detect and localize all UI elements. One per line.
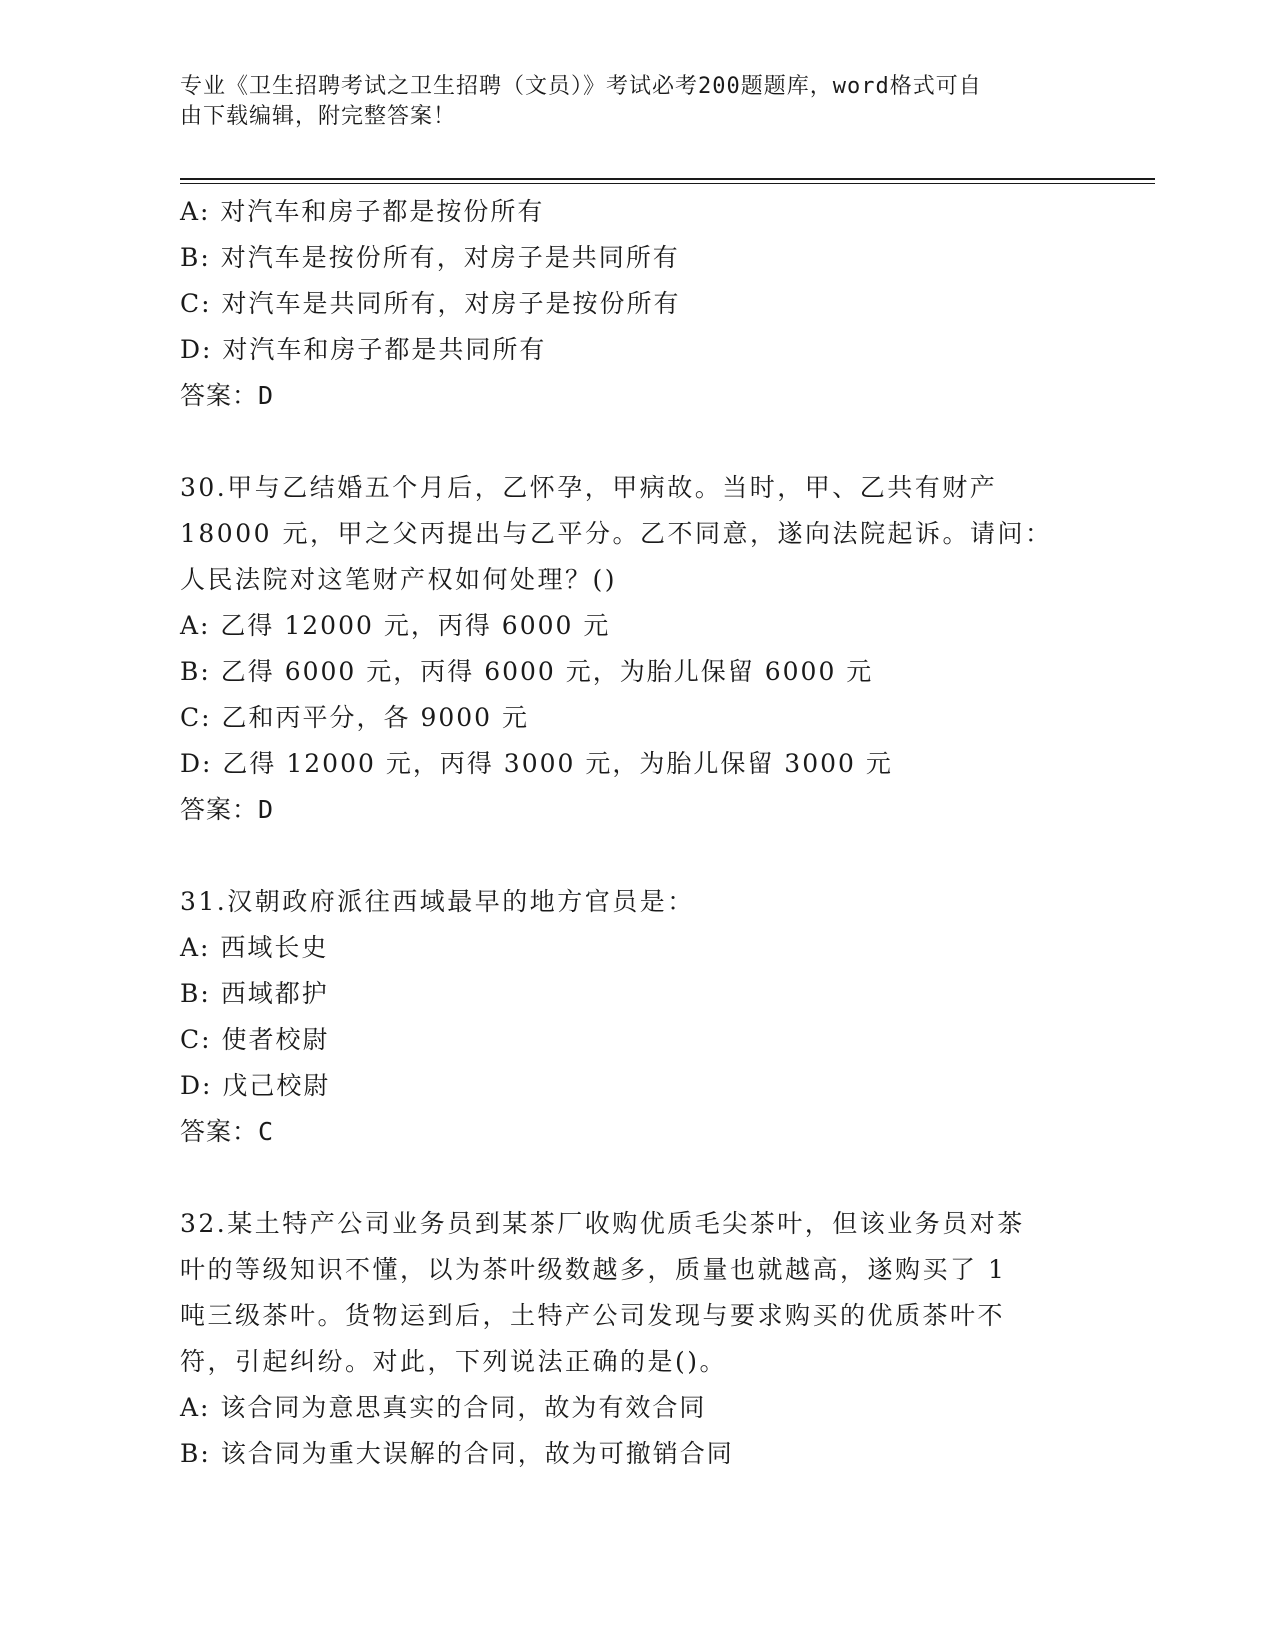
option-c: C: 对汽车是共同所有，对房子是按份所有: [180, 289, 681, 318]
option-a: A: 该合同为意思真实的合同，故为有效合同: [180, 1393, 707, 1422]
option-d: D: 戊己校尉: [180, 1071, 331, 1100]
question-text: [180, 465, 1080, 603]
header-divider-thin: [180, 183, 1155, 184]
option-a: A: 西域长史: [180, 933, 329, 962]
question-29-continued: [180, 189, 1080, 419]
answer-line: 答案：D: [180, 795, 275, 824]
option-d: D: 对汽车和房子都是共同所有: [180, 335, 547, 364]
option-a: A: 对汽车和房子都是按份所有: [180, 197, 545, 226]
question-text-line: 31.汉朝政府派往西域最早的地方官员是：: [180, 887, 695, 916]
question-list: [180, 189, 1080, 1477]
option-c: C: 使者校尉: [180, 1025, 330, 1054]
answer-line: 答案：D: [180, 381, 275, 410]
spacer: [180, 1155, 1080, 1201]
spacer: [180, 419, 1080, 465]
header-line-1: 专业《卫生招聘考试之卫生招聘（文员）》考试必考200题题库，word格式可自: [180, 74, 982, 99]
option-a: A: 乙得 12000 元，丙得 6000 元: [180, 611, 611, 640]
question-text-line: 叶的等级知识不懂，以为茶叶级数越多，质量也就越高，遂购买了 1: [180, 1255, 1007, 1284]
question-31: [180, 879, 1080, 1155]
question-text-line: 32.某土特产公司业务员到某茶厂收购优质毛尖茶叶，但该业务员对茶: [180, 1209, 1025, 1238]
question-text: [180, 1201, 1080, 1385]
question-text-line: 人民法院对这笔财产权如何处理？(): [180, 565, 618, 594]
question-text-line: 符，引起纠纷。对此，下列说法正确的是()。: [180, 1347, 728, 1376]
header-line-2: 由下载编辑，附完整答案！: [180, 104, 457, 129]
question-32: [180, 1201, 1080, 1477]
answer-line: 答案：C: [180, 1117, 275, 1146]
question-text-line: 吨三级茶叶。货物运到后，土特产公司发现与要求购买的优质茶叶不: [180, 1301, 1006, 1330]
option-d: D: 乙得 12000 元，丙得 3000 元，为胎儿保留 3000 元: [180, 749, 893, 778]
spacer: [180, 833, 1080, 879]
question-30: [180, 465, 1080, 833]
option-c: C: 乙和丙平分，各 9000 元: [180, 703, 530, 732]
question-text-line: 18000 元，甲之父丙提出与乙平分。乙不同意，遂向法院起诉。请问：: [180, 519, 1053, 548]
option-b: B: 乙得 6000 元，丙得 6000 元，为胎儿保留 6000 元: [180, 657, 874, 686]
question-text-line: 30.甲与乙结婚五个月后，乙怀孕，甲病故。当时，甲、乙共有财产: [180, 473, 998, 502]
option-b: B: 对汽车是按份所有，对房子是共同所有: [180, 243, 680, 272]
header-divider-thick: [180, 178, 1155, 180]
document-header: [180, 72, 1060, 132]
option-b: B: 该合同为重大误解的合同，故为可撤销合同: [180, 1439, 734, 1468]
question-text: [180, 879, 1080, 925]
option-b: B: 西域都护: [180, 979, 329, 1008]
